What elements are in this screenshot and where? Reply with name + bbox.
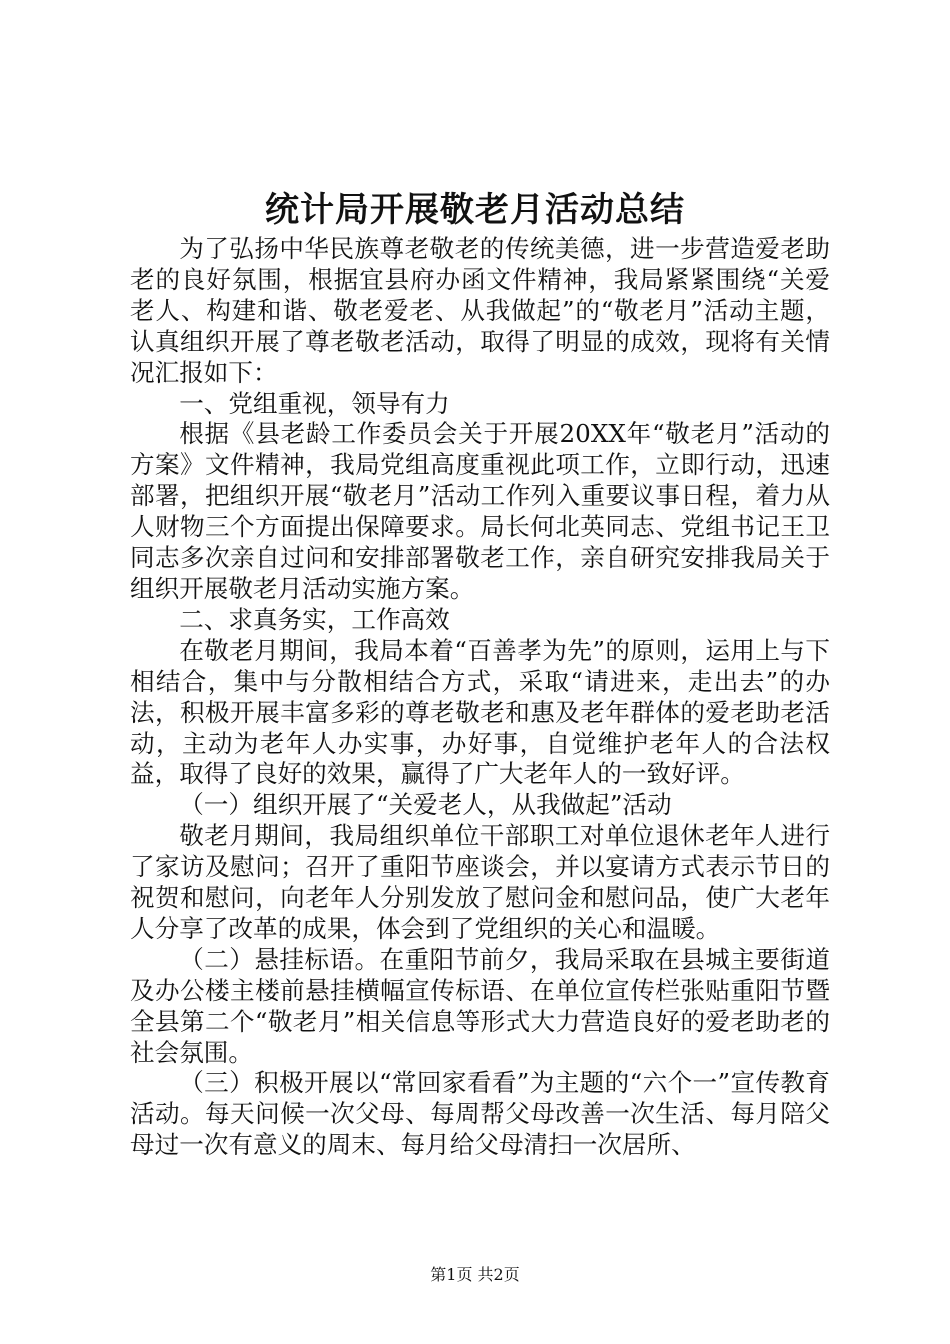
subsection-heading-1: （一）组织开展了“关爱老人，从我做起”活动 <box>179 790 672 820</box>
paragraph-section-1: 根据《县老龄工作委员会关于开展20XX年“敬老月”活动的方案》文件精神，我局党组高度重视此项工作，立即行动，迅速部署，把组织开展“敬老月”活动工作列入重要议事日程，着力从人财物三个方面提出保障要求。局长何北英同志、党组书记王卫同志多次亲自过问和安排部署敬老工作，亲自研究安排我局关于组织开展敬老月活动实施方案。 <box>130 419 830 603</box>
page-title: 统计局开展敬老月活动总结 <box>265 190 685 230</box>
paragraph-subsection-2: （二）悬挂标语。在重阳节前夕，我局采取在县城主要街道及办公楼主楼前悬挂横幅宣传标语、在单位宣传栏张贴重阳节暨全县第二个“敬老月”相关信息等形式大力营造良好的爱老助老的社会氛围。 <box>130 944 830 1067</box>
paragraph-section-2: 在敬老月期间，我局本着“百善孝为先”的原则，运用上与下相结合，集中与分散相结合方式，采取“请进来，走出去”的办法，积极开展丰富多彩的尊老敬老和惠及老年群体的爱老助老活动，主动为老年人办实事，办好事，自觉维护老年人的合法权益，取得了良好的效果，赢得了广大老年人的一致好评。 <box>130 635 830 789</box>
document-body <box>130 234 830 1161</box>
page-footer: 第1页 共2页 <box>430 1265 520 1284</box>
section-heading-1: 一、党组重视，领导有力 <box>179 388 450 418</box>
paragraph-subsection-1: 敬老月期间，我局组织单位干部职工对单位退休老年人进行了家访及慰问；召开了重阳节座谈会，并以宴请方式表示节日的祝贺和慰问，向老年人分别发放了慰问金和慰问品，使广大老年人分享了改革的成果，体会到了党组织的关心和温暖。 <box>130 821 830 943</box>
paragraph-subsection-3: （三）积极开展以“常回家看看”为主题的“六个一”宣传教育活动。每天问候一次父母、每周帮父母改善一次生活、每月陪父母过一次有意义的周末、每月给父母清扫一次居所、 <box>130 1068 830 1160</box>
section-heading-2: 二、求真务实，工作高效 <box>179 604 450 634</box>
paragraph-intro: 为了弘扬中华民族尊老敬老的传统美德，进一步营造爱老助老的良好氛围，根据宜县府办函文件精神，我局紧紧围绕“关爱老人、构建和谐、敬老爱老、从我做起”的“敬老月”活动主题，认真组织开展了尊老敬老活动，取得了明显的成效，现将有关情况汇报如下： <box>130 234 830 387</box>
